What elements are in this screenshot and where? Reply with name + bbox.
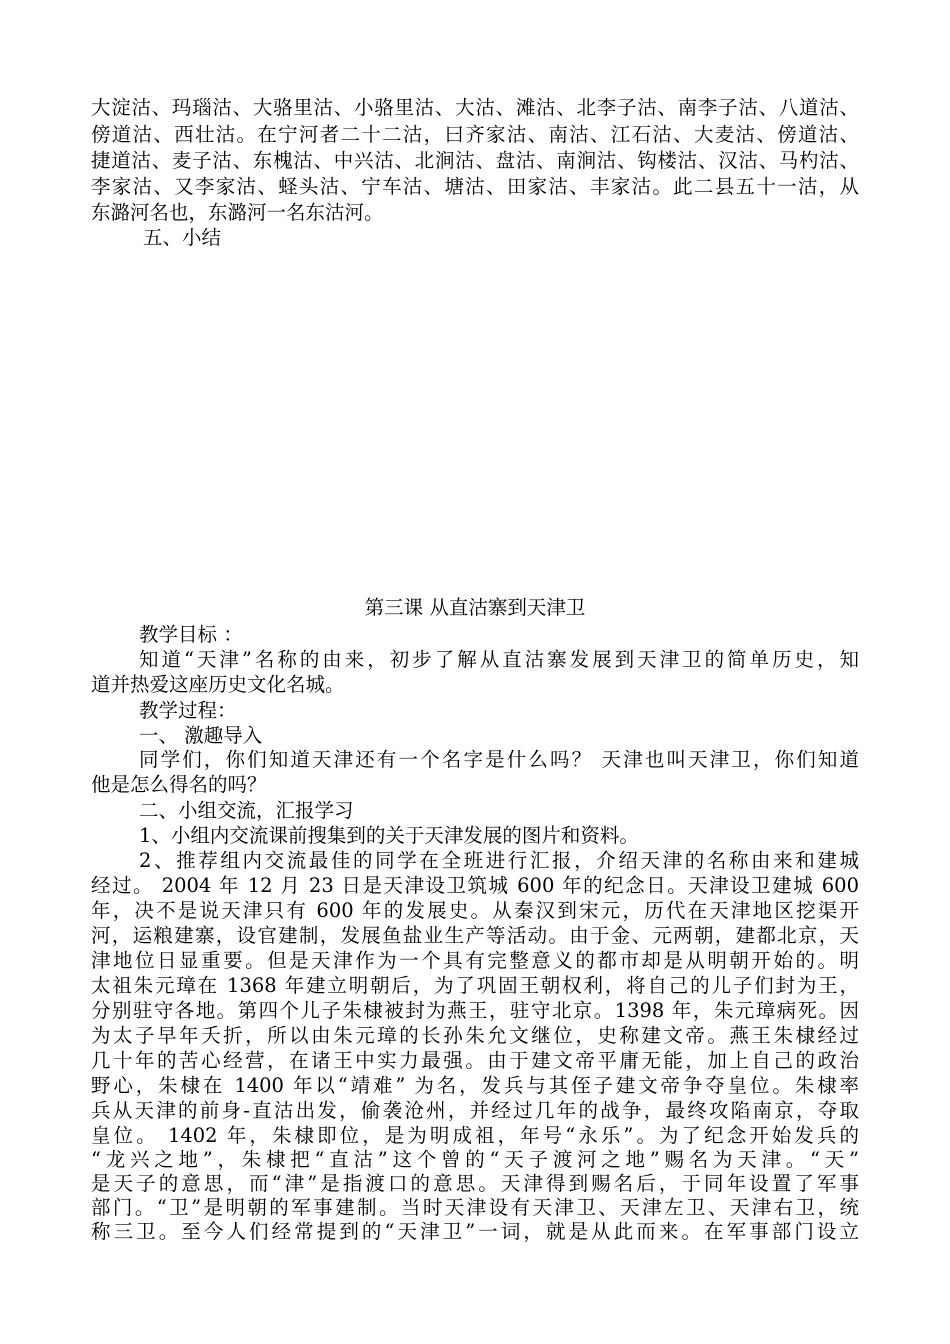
paragraph-line: 2、推荐组内交流最佳的同学在全班进行汇报，介绍天津的名称由来和建城 [139, 849, 859, 872]
body-text-line: 东潞河名也，东潞河一名东沽河。 [91, 201, 384, 224]
paragraph-line: 为太子早年夭折，所以由朱元璋的长孙朱允文继位，史称建文帝。燕王朱棣经过 [91, 1024, 859, 1047]
body-text-line: 李家沽、又李家沽、蛏头沽、宁车沽、塘沽、田家沽、丰家沽。此二县五十一沽，从 [91, 175, 859, 198]
objective-text-line: 知道“天津”名称的由来，初步了解从直沽寨发展到天津卫的简单历史，知 [139, 648, 859, 671]
paragraph-line: 河，运粮建寨，设官建制，发展鱼盐业生产等活动。由于金、元两朝，建都北京，天 [91, 924, 859, 947]
body-text-line: 大淀沽、玛瑙沽、大骆里沽、小骆里沽、大沽、滩沽、北李子沽、南李子沽、八道沽、 [91, 96, 859, 119]
paragraph-line: 年，决不是说天津只有 600 年的发展史。从秦汉到宋元，历代在天津地区挖渠开 [91, 899, 859, 922]
section-heading-summary: 五、小结 [143, 226, 222, 249]
paragraph-line: 称三卫。至今人们经常提到的“天津卫”一词，就是从此而来。在军事部门设立 [91, 1220, 859, 1243]
list-item: 1、小组内交流课前搜集到的关于天津发展的图片和资料。 [139, 824, 639, 847]
paragraph-line: 皇位。 1402 年，朱棣即位，是为明成祖，年号“永乐”。为了纪念开始发兵的 [91, 1124, 859, 1147]
paragraph-line: 野心，朱棣在 1400 年以“靖难” 为名，发兵与其侄子建文帝争夺皇位。朱棣率 [91, 1074, 859, 1097]
step-heading: 一、 激趣导入 [139, 724, 263, 747]
step-text-line: 同学们，你们知道天津还有一个名字是什么吗？ 天津也叫天津卫，你们知道 [139, 748, 859, 771]
step-heading: 二、小组交流，汇报学习 [139, 799, 354, 822]
step-text-line: 他是怎么得名的吗？ [91, 773, 267, 796]
paragraph-line: 兵从天津的前身-直沽出发，偷袭沧州，并经过几年的战争，最终攻陷南京，夺取 [91, 1099, 859, 1122]
body-text-line: 捷道沽、麦子沽、东槐沽、中兴沽、北涧沽、盘沽、南涧沽、钩楼沽、汉沽、马杓沽、 [91, 149, 859, 172]
process-label: 教学过程： [139, 699, 237, 722]
paragraph-line: 分别驻守各地。第四个儿子朱棣被封为燕王，驻守北京。1398 年，朱元璋病死。因 [91, 999, 859, 1022]
lesson-title: 第三课 从直沽寨到天津卫 [364, 596, 586, 619]
body-text-line: 傍道沽、西壮沽。在宁河者二十二沽，曰齐家沽、南沽、江石沽、大麦沽、傍道沽、 [91, 123, 859, 146]
paragraph-line: 经过。 2004 年 12 月 23 日是天津设卫筑城 600 年的纪念日。天津设卫建城 600 [91, 874, 859, 897]
objective-text-line: 道并热爱这座历史文化名城。 [91, 673, 345, 696]
paragraph-line: “龙兴之地”，朱棣把“直沽”这个曾的“天子渡河之地”赐名为天津。“天” [91, 1148, 859, 1171]
paragraph-line: 几十年的苦心经营，在诸王中实力最强。由于建文帝平庸无能，加上自己的政治 [91, 1049, 859, 1072]
paragraph-line: 太祖朱元璋在 1368 年建立明朝后，为了巩固王朝权利，将自己的儿子们封为王， [91, 974, 859, 997]
paragraph-line: 是天子的意思，而“津”是指渡口的意思。天津得到赐名后，于同年设置了军事 [91, 1172, 859, 1195]
objective-label: 教学目标 ： [139, 623, 243, 646]
paragraph-line: 部门。“卫”是明朝的军事建制。当时天津设有天津卫、天津左卫、天津右卫，统 [91, 1196, 859, 1219]
paragraph-line: 津地位日显重要。但是天津作为一个具有完整意义的都市却是从明朝开始的。明 [91, 949, 859, 972]
